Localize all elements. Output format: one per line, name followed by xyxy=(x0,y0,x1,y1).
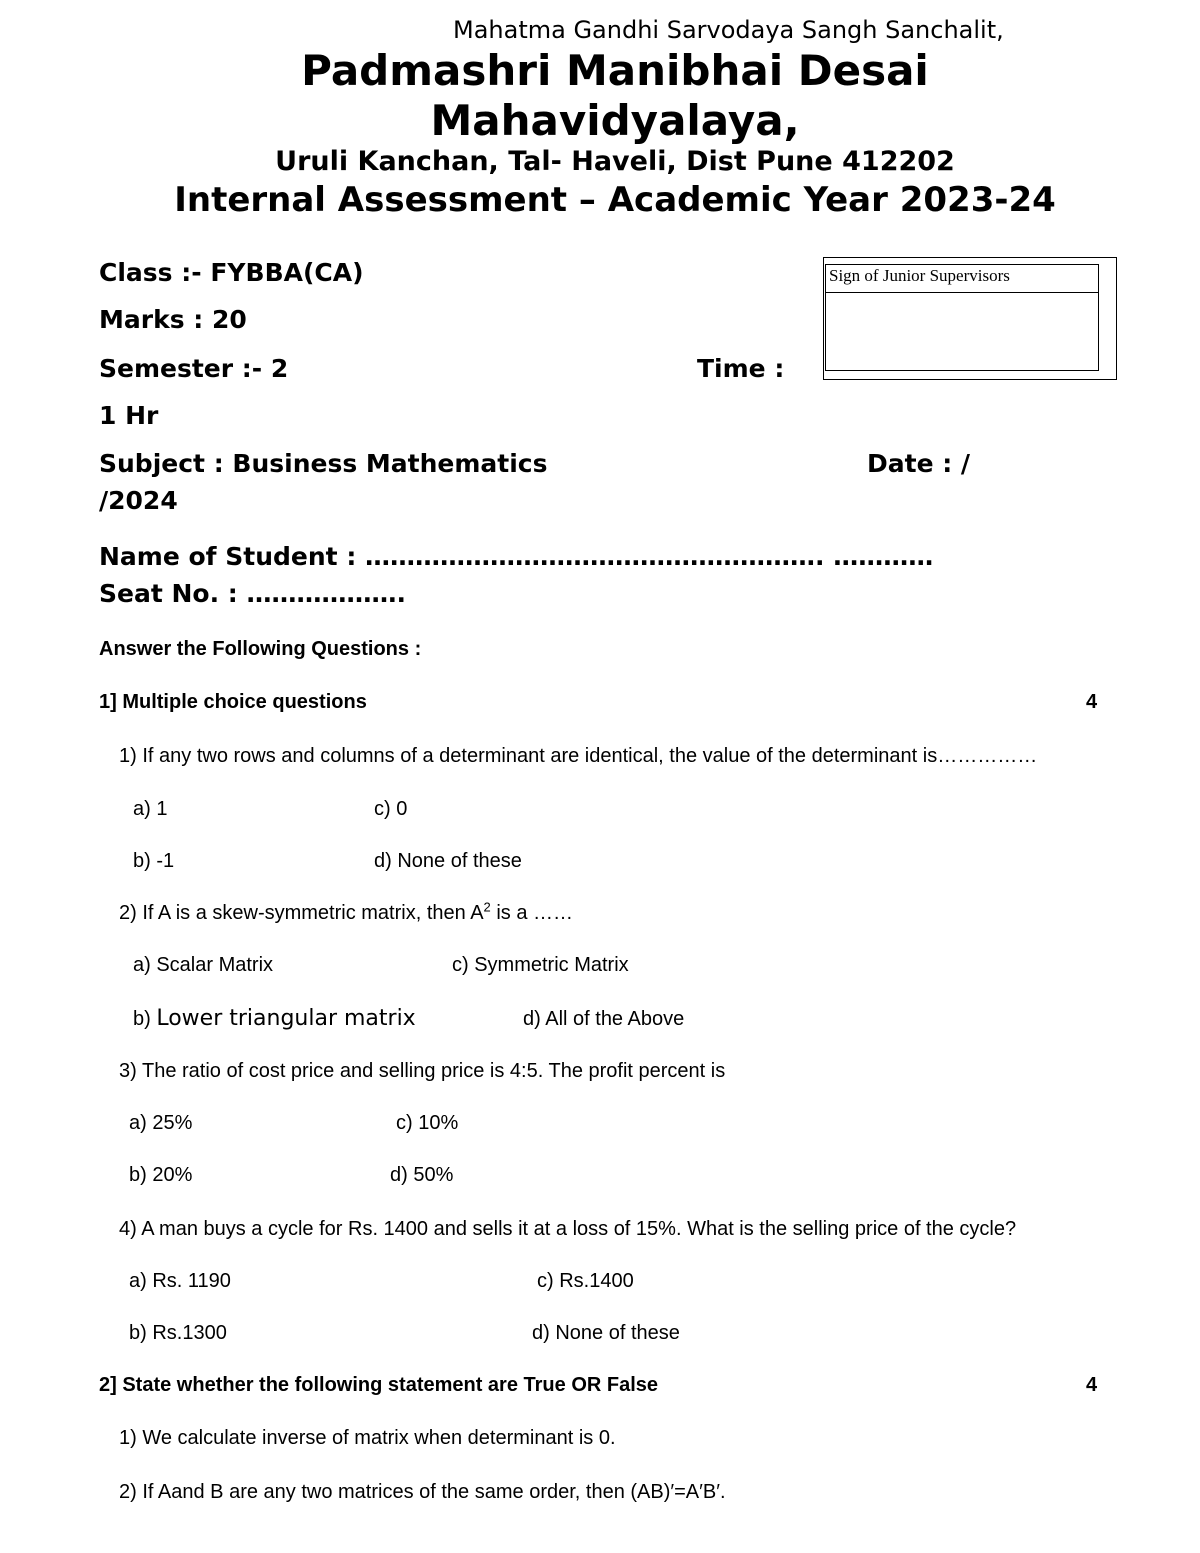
q1-option-d: d) None of these xyxy=(374,850,522,872)
q4-option-a: a) Rs. 1190 xyxy=(129,1270,231,1292)
q2-option-d: d) All of the Above xyxy=(523,1008,685,1030)
q1-option-a: a) 1 xyxy=(133,798,168,820)
supervisor-box-divider xyxy=(825,292,1099,293)
q4-option-c: c) Rs.1400 xyxy=(537,1270,634,1292)
q2-text-after: is a …… xyxy=(490,902,574,924)
supervisor-box-label: Sign of Junior Supervisors xyxy=(829,266,1010,285)
q2-option-b-text: Lower triangular matrix xyxy=(156,1006,416,1031)
section-2-title: 2] State whether the following statement are True OR False xyxy=(99,1374,659,1396)
exam-title: Internal Assessment – Academic Year 2023-24 xyxy=(174,180,1056,220)
date-value: /2024 xyxy=(99,486,178,515)
section-1-marks: 4 xyxy=(1086,691,1098,713)
semester-info: Semester :- 2 xyxy=(99,354,289,383)
subject-info: Subject : Business Mathematics xyxy=(99,449,548,478)
q1-option-b: b) -1 xyxy=(133,850,175,872)
q2-superscript: 2 xyxy=(483,899,491,915)
q3-option-a: a) 25% xyxy=(129,1112,193,1134)
question-1-4: 4) A man buys a cycle for Rs. 1400 and sells it at a loss of 15%. What is the selling price of the cycle? xyxy=(119,1218,1017,1240)
section-2-marks: 4 xyxy=(1086,1374,1098,1396)
q3-option-b: b) 20% xyxy=(129,1164,193,1186)
seat-number-field: Seat No. : ………………. xyxy=(99,579,406,608)
question-2-2: 2) If Aand B are any two matrices of the same order, then (AB)′=A′B′. xyxy=(119,1481,726,1503)
q2-option-b-prefix: b) xyxy=(133,1008,157,1030)
instructions: Answer the Following Questions : xyxy=(99,638,422,660)
student-name-field: Name of Student : ………………………………………………. ………… xyxy=(99,542,934,571)
date-label: Date : / xyxy=(867,449,971,478)
time-value: 1 Hr xyxy=(99,401,159,430)
question-1-3: 3) The ratio of cost price and selling price is 4:5. The profit percent is xyxy=(119,1060,726,1082)
question-1-1: 1) If any two rows and columns of a determinant are identical, the value of the determinant is…………… xyxy=(119,745,1038,767)
q3-option-d: d) 50% xyxy=(390,1164,454,1186)
q2-option-a: a) Scalar Matrix xyxy=(133,954,274,976)
college-address: Uruli Kanchan, Tal- Haveli, Dist Pune 412202 xyxy=(275,146,955,177)
q2-option-c: c) Symmetric Matrix xyxy=(452,954,629,976)
q4-option-b: b) Rs.1300 xyxy=(129,1322,227,1344)
class-info: Class :- FYBBA(CA) xyxy=(99,258,364,287)
q2-option-b xyxy=(133,1006,416,1031)
college-name-line1: Padmashri Manibhai Desai xyxy=(301,46,929,95)
q1-option-c: c) 0 xyxy=(374,798,408,820)
college-name-line2: Mahavidyalaya, xyxy=(430,96,800,145)
question-2-1: 1) We calculate inverse of matrix when determinant is 0. xyxy=(119,1427,616,1449)
marks-info: Marks : 20 xyxy=(99,305,247,334)
trust-name: Mahatma Gandhi Sarvodaya Sangh Sanchalit, xyxy=(453,16,1004,44)
question-1-2 xyxy=(119,899,574,925)
q4-option-d: d) None of these xyxy=(532,1322,680,1344)
q2-text-before: 2) If A is a skew-symmetric matrix, then A xyxy=(119,902,484,924)
time-label: Time : xyxy=(697,354,785,383)
section-1-title: 1] Multiple choice questions xyxy=(99,691,367,713)
q3-option-c: c) 10% xyxy=(396,1112,459,1134)
